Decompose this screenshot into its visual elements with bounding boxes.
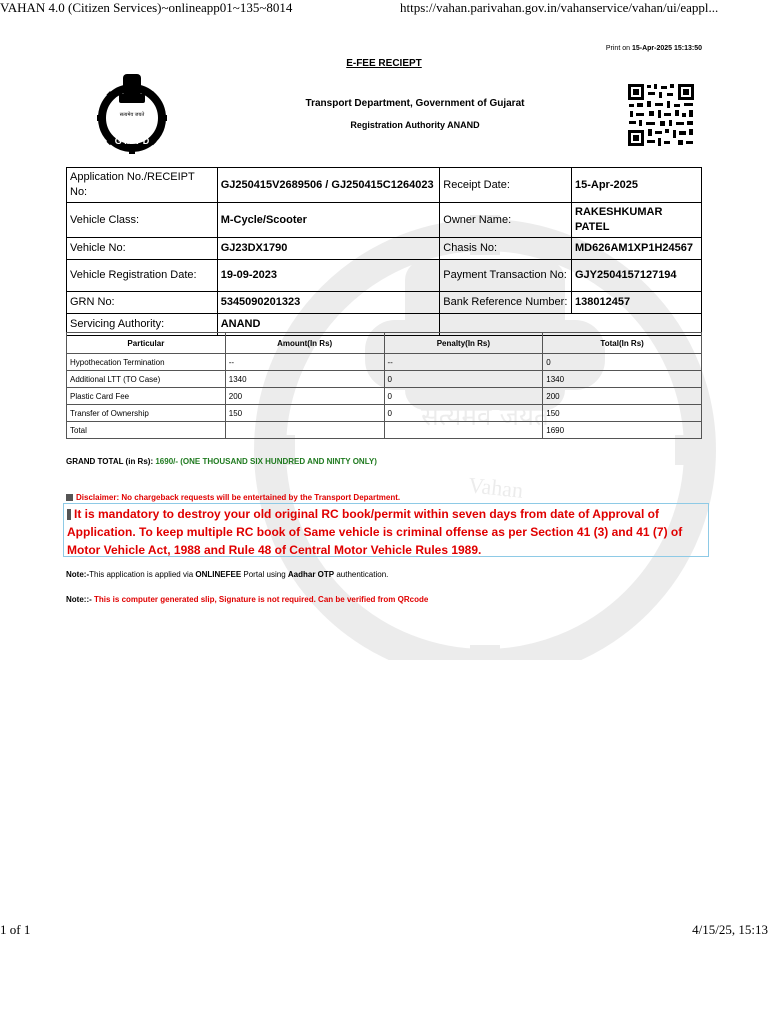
watermark-vahan: Vahan	[467, 472, 525, 503]
fee-cell: 200	[225, 388, 384, 405]
fee-cell: 1340	[543, 371, 702, 388]
mandatory-notice: It is mandatory to destroy your old original RC book/permit within seven days from date of Approval of Application. To keep multiple RC book of Same vehicle is criminal offense as per Section 41 (3) and 41 (7) of Motor Vehicle Act, 1988 and Rule 48 of Central Motor Vehicle Rules 1989.	[67, 507, 683, 557]
info-value: 19-09-2023	[217, 260, 440, 292]
fee-cell: Total	[67, 422, 226, 439]
fee-cell	[384, 422, 543, 439]
bullet-icon	[66, 494, 73, 501]
grand-total-value: 1690/- (ONE THOUSAND SIX HUNDRED AND NINTY ONLY)	[155, 457, 377, 466]
info-value: 138012457	[572, 292, 702, 314]
fee-table	[66, 332, 702, 439]
info-label: Chasis No:	[440, 238, 572, 260]
info-label: Receipt Date:	[440, 168, 572, 203]
emblem-letters: G M V D	[114, 136, 150, 146]
info-label: Vehicle Registration Date:	[67, 260, 218, 292]
vehicle-info-table	[66, 167, 702, 336]
authority-name: Registration Authority ANAND	[350, 120, 480, 130]
info-value: ANAND	[217, 314, 440, 336]
qr-code-icon	[627, 83, 695, 147]
info-value: GJY2504157127194	[572, 260, 702, 292]
info-value: RAKESHKUMAR PATEL	[572, 203, 702, 238]
info-label: GRN No:	[67, 292, 218, 314]
bullet-icon	[67, 509, 71, 520]
print-datetime: 4/15/25, 15:13	[692, 922, 768, 937]
info-row	[67, 203, 702, 238]
fee-cell: 150	[225, 405, 384, 422]
info-row	[67, 168, 702, 203]
fee-cell	[225, 422, 384, 439]
fee-header: Amount(In Rs)	[225, 333, 384, 354]
browser-url: https://vahan.parivahan.gov.in/vahanservice/vahan/ui/eappl...	[400, 0, 719, 15]
note-signature: Note::- This is computer generated slip, Signature is not required. Can be verified from QRcode	[66, 595, 429, 604]
page-number: 1 of 1	[0, 922, 31, 937]
info-label: Servicing Authority:	[67, 314, 218, 336]
fee-cell: --	[225, 354, 384, 371]
fee-total-row	[67, 422, 702, 439]
disclaimer: Disclaimer: No chargeback requests will be entertained by the Transport Department.	[66, 493, 400, 502]
info-label: Vehicle Class:	[67, 203, 218, 238]
gujarat-emblem-icon	[95, 72, 170, 154]
fee-header-row	[67, 333, 702, 354]
fee-row	[67, 405, 702, 422]
info-label: Payment Transaction No:	[440, 260, 572, 292]
info-row	[67, 238, 702, 260]
info-value: 15-Apr-2025	[572, 168, 702, 203]
fee-cell: Plastic Card Fee	[67, 388, 226, 405]
fee-cell: 1340	[225, 371, 384, 388]
fee-cell: 0	[384, 388, 543, 405]
fee-header: Total(In Rs)	[543, 333, 702, 354]
info-row	[67, 260, 702, 292]
receipt-title: E-FEE RECIEPT	[346, 58, 422, 69]
note-aadhar: Note:-This application is applied via ONLINEFEE Portal using Aadhar OTP authentication.	[66, 570, 389, 579]
fee-row	[67, 371, 702, 388]
info-value: GJ250415V2689506 / GJ250415C1264023	[217, 168, 440, 203]
emblem-motto: सत्यमेव जयते	[119, 112, 145, 118]
watermark-motto: सत्यमेव जयते	[421, 402, 549, 432]
info-value: 5345090201323	[217, 292, 440, 314]
department-name: Transport Department, Government of Gujarat	[305, 98, 525, 109]
info-label: Bank Reference Number:	[440, 292, 572, 314]
fee-cell: Transfer of Ownership	[67, 405, 226, 422]
info-row	[67, 292, 702, 314]
info-label: Owner Name:	[440, 203, 572, 238]
fee-cell: --	[384, 354, 543, 371]
browser-page-title: VAHAN 4.0 (Citizen Services)~onlineapp01~135~8014	[0, 0, 293, 15]
info-label: Application No./RECEIPT No:	[67, 168, 218, 203]
fee-cell: 1690	[543, 422, 702, 439]
print-timestamp: Print on 15-Apr-2025 15:13:50	[605, 45, 702, 52]
fee-row	[67, 388, 702, 405]
fee-cell: Additional LTT (TO Case)	[67, 371, 226, 388]
fee-cell: 150	[543, 405, 702, 422]
fee-cell: 0	[384, 371, 543, 388]
info-value: MD626AM1XP1H24567	[572, 238, 702, 260]
info-value: M-Cycle/Scooter	[217, 203, 440, 238]
fee-row	[67, 354, 702, 371]
info-label: Vehicle No:	[67, 238, 218, 260]
grand-total: GRAND TOTAL (in Rs): 1690/- (ONE THOUSAND SIX HUNDRED AND NINTY ONLY)	[66, 457, 377, 466]
fee-cell: Hypothecation Termination	[67, 354, 226, 371]
fee-header: Penalty(In Rs)	[384, 333, 543, 354]
info-value: GJ23DX1790	[217, 238, 440, 260]
fee-header: Particular	[67, 333, 226, 354]
fee-cell: 0	[384, 405, 543, 422]
fee-cell: 200	[543, 388, 702, 405]
fee-cell: 0	[543, 354, 702, 371]
